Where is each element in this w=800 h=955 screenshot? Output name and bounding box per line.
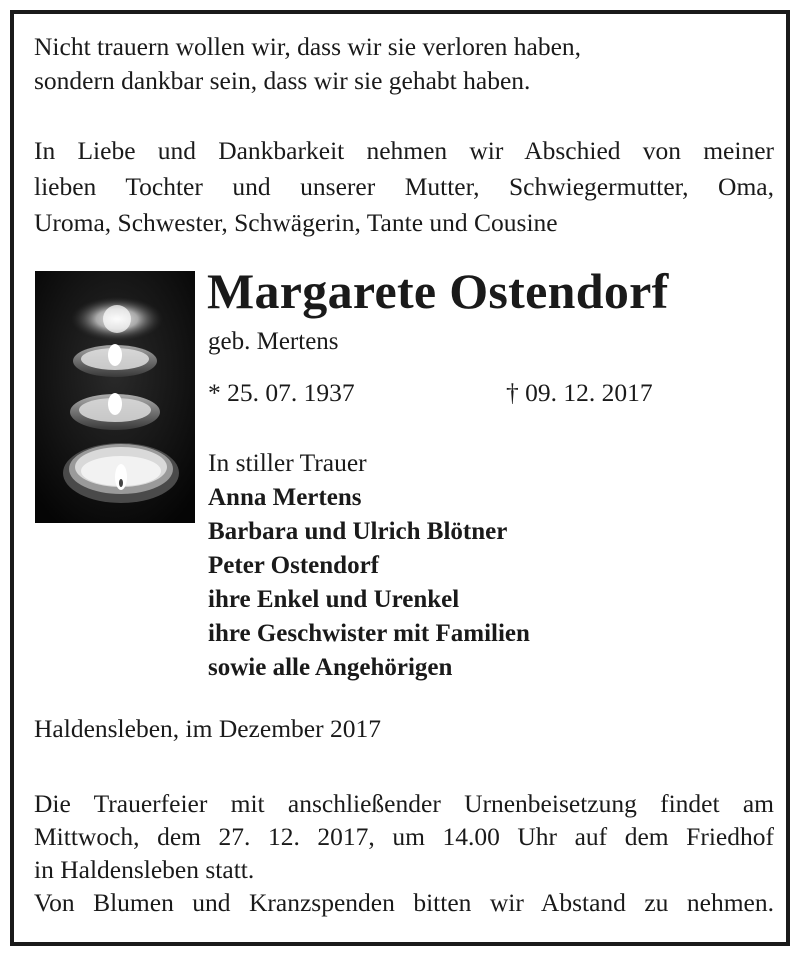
intro-text [34, 133, 774, 241]
service-line: Die Trauerfeier mit anschließender Urnenbeisetzung findet am [34, 789, 774, 818]
mourners-list [208, 481, 530, 685]
motto [34, 30, 774, 98]
birth-date: * 25. 07. 1937 [208, 378, 355, 407]
mourner-name: ihre Enkel und Urenkel [208, 586, 460, 613]
motto-line: sondern dankbar sein, dass wir sie gehabt haben. [34, 66, 531, 95]
birth-name: geb. Mertens [208, 328, 339, 355]
place-date: Haldensleben, im Dezember 2017 [34, 714, 381, 743]
mourner-name: ihre Geschwister mit Familien [208, 620, 530, 647]
deceased-name: Margarete Ostendorf [207, 263, 669, 319]
intro-line: In Liebe und Dankbarkeit nehmen wir Abschied von meiner [34, 136, 774, 165]
death-date: † 09. 12. 2017 [506, 378, 653, 407]
mourner-name: Peter Ostendorf [208, 552, 380, 579]
service-info [34, 787, 774, 919]
candles-image [35, 271, 195, 523]
service-line: in Haldensleben statt. [34, 855, 255, 884]
motto-line: Nicht trauern wollen wir, dass wir sie verloren haben, [34, 32, 582, 61]
intro-line: Uroma, Schwester, Schwägerin, Tante und Cousine [34, 208, 558, 237]
service-line: Mittwoch, dem 27. 12. 2017, um 14.00 Uhr auf dem Friedhof [34, 822, 774, 851]
mourner-name: Anna Mertens [208, 484, 362, 511]
service-line: Von Blumen und Kranzspenden bitten wir Abstand zu nehmen. [34, 888, 774, 917]
mourner-name: Barbara und Ulrich Blötner [208, 518, 508, 545]
intro-line: lieben Tochter und unserer Mutter, Schwiegermutter, Oma, [34, 172, 774, 201]
mourning-intro: In stiller Trauer [208, 448, 367, 477]
mourner-name: sowie alle Angehörigen [208, 654, 453, 681]
